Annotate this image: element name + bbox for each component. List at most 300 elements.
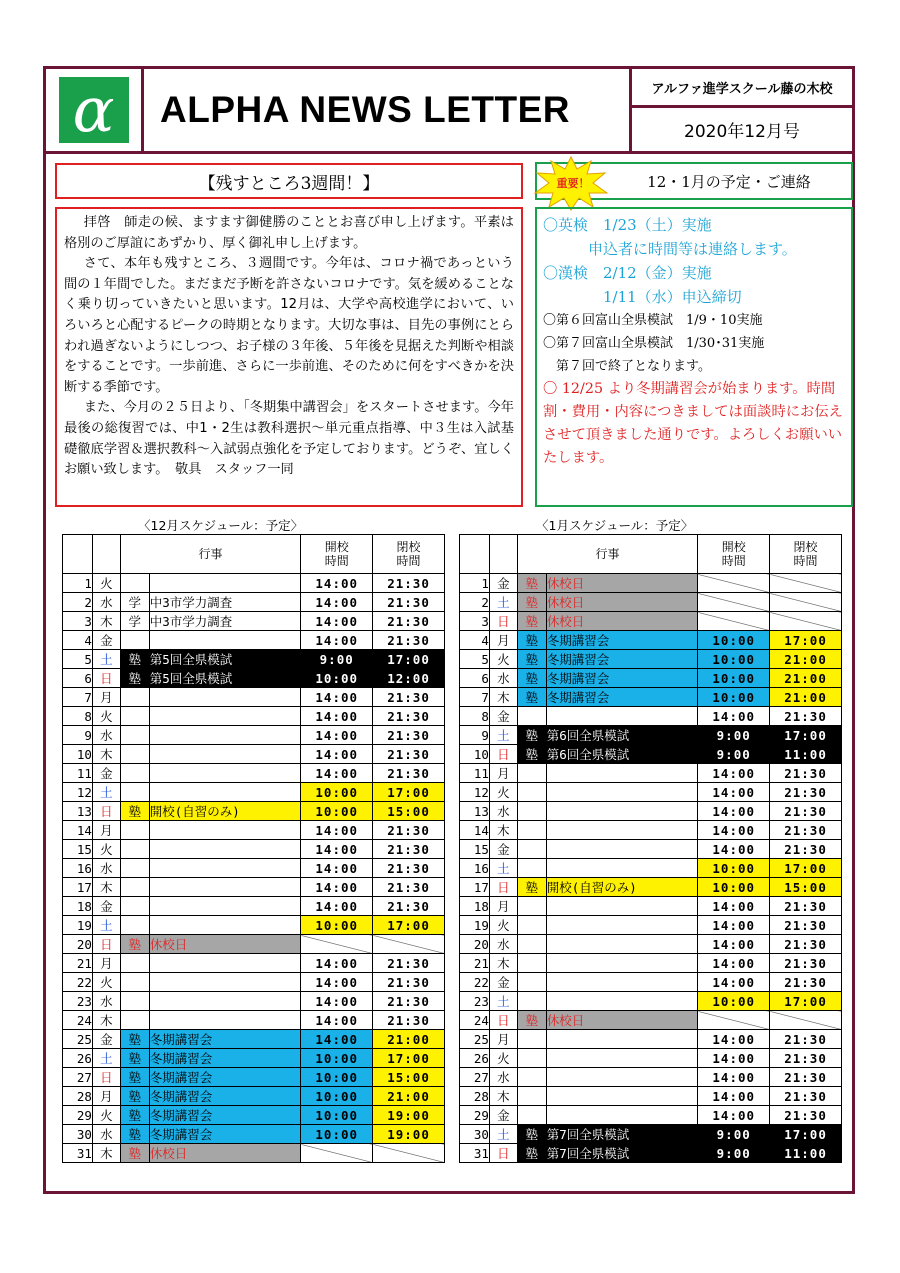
category-cell: 塾 xyxy=(120,1087,149,1106)
table-row xyxy=(63,935,445,954)
logo xyxy=(46,69,144,151)
header-open-time: 開校 時間 xyxy=(698,535,770,574)
weekday-cell: 火 xyxy=(489,1049,517,1068)
event-cell: 第6回全県模試 xyxy=(546,726,698,745)
category-cell: 塾 xyxy=(120,650,149,669)
day-cell: 6 xyxy=(460,669,490,688)
category-cell xyxy=(120,973,149,992)
close-time-cell xyxy=(770,593,842,612)
table-row xyxy=(63,992,445,1011)
event-cell xyxy=(149,878,301,897)
table-header-row xyxy=(63,535,445,574)
event-cell xyxy=(149,897,301,916)
table-row xyxy=(63,1144,445,1163)
weekday-cell: 火 xyxy=(92,973,120,992)
event-cell xyxy=(546,1087,698,1106)
header-weekday xyxy=(489,535,517,574)
table-row xyxy=(63,916,445,935)
day-cell: 7 xyxy=(460,688,490,707)
open-time-cell: 10:00 xyxy=(698,992,770,1011)
weekday-cell: 木 xyxy=(92,1011,120,1030)
event-cell xyxy=(546,821,698,840)
table-row xyxy=(63,764,445,783)
day-cell: 16 xyxy=(63,859,93,878)
open-time-cell: 14:00 xyxy=(301,688,373,707)
event-cell: 第5回全県模試 xyxy=(149,669,301,688)
day-cell: 10 xyxy=(460,745,490,764)
close-time-cell: 17:00 xyxy=(373,916,445,935)
close-time-cell: 21:30 xyxy=(770,821,842,840)
table-row xyxy=(460,1125,842,1144)
day-cell: 6 xyxy=(63,669,93,688)
open-time-cell: 14:00 xyxy=(698,764,770,783)
close-time-cell: 21:30 xyxy=(373,992,445,1011)
close-time-cell: 19:00 xyxy=(373,1106,445,1125)
category-cell: 塾 xyxy=(517,878,546,897)
table-row xyxy=(63,593,445,612)
day-cell: 15 xyxy=(63,840,93,859)
open-time-cell: 10:00 xyxy=(698,859,770,878)
day-cell: 8 xyxy=(63,707,93,726)
table-row xyxy=(460,1106,842,1125)
category-cell xyxy=(517,802,546,821)
close-time-cell: 21:00 xyxy=(770,669,842,688)
table-row xyxy=(63,650,445,669)
day-cell: 8 xyxy=(460,707,490,726)
event-cell: 冬期講習会 xyxy=(149,1106,301,1125)
close-time-cell: 17:00 xyxy=(770,726,842,745)
table-row xyxy=(460,992,842,1011)
table-row xyxy=(63,1125,445,1144)
open-time-cell: 14:00 xyxy=(698,1049,770,1068)
event-cell: 第7回全県模試 xyxy=(546,1144,698,1163)
table-row xyxy=(63,1049,445,1068)
category-cell: 塾 xyxy=(120,669,149,688)
category-cell: 塾 xyxy=(517,745,546,764)
header-close-time: 閉校 時間 xyxy=(373,535,445,574)
category-cell xyxy=(517,954,546,973)
event-cell: 冬期講習会 xyxy=(149,1125,301,1144)
close-time-cell: 17:00 xyxy=(770,859,842,878)
weekday-cell: 木 xyxy=(489,1087,517,1106)
day-cell: 31 xyxy=(63,1144,93,1163)
day-cell: 3 xyxy=(460,612,490,631)
open-time-cell: 14:00 xyxy=(301,859,373,878)
table-row xyxy=(460,1068,842,1087)
open-time-cell: 9:00 xyxy=(301,650,373,669)
weekday-cell: 火 xyxy=(489,650,517,669)
close-time-cell: 21:30 xyxy=(770,897,842,916)
close-time-cell: 17:00 xyxy=(373,783,445,802)
event-cell xyxy=(149,688,301,707)
category-cell xyxy=(120,707,149,726)
day-cell: 1 xyxy=(460,574,490,593)
weekday-cell: 木 xyxy=(92,1144,120,1163)
event-cell: 第7回全県模試 xyxy=(546,1125,698,1144)
event-cell xyxy=(149,821,301,840)
close-time-cell: 21:30 xyxy=(373,631,445,650)
weekday-cell: 水 xyxy=(489,935,517,954)
day-cell: 20 xyxy=(63,935,93,954)
category-cell xyxy=(120,726,149,745)
notice-line: 〇英検 1/23（土）実施 xyxy=(543,216,712,234)
day-cell: 14 xyxy=(460,821,490,840)
event-cell xyxy=(546,1049,698,1068)
close-time-cell: 17:00 xyxy=(373,1049,445,1068)
day-cell: 27 xyxy=(63,1068,93,1087)
open-time-cell: 10:00 xyxy=(301,802,373,821)
close-time-cell: 21:30 xyxy=(373,764,445,783)
letter-paragraph: 拝啓 師走の候、ますます御健勝のこととお喜び申し上げます。平素は格別のご厚誼にあずかり、厚く御礼申し上げます。 xyxy=(64,215,514,251)
open-time-cell: 10:00 xyxy=(301,1125,373,1144)
day-cell: 23 xyxy=(460,992,490,1011)
weekday-cell: 木 xyxy=(489,688,517,707)
weekday-cell: 月 xyxy=(489,631,517,650)
category-cell: 塾 xyxy=(120,802,149,821)
weekday-cell: 月 xyxy=(92,954,120,973)
weekday-cell: 月 xyxy=(92,1087,120,1106)
december-schedule-table xyxy=(62,534,445,1163)
header-day xyxy=(63,535,93,574)
notice-line: 〇 12/25 より冬期講習会が始まります。時間割・費用・内容につきましては面談時にお伝えさせて頂きました通りです。よろしくお願いいたします。 xyxy=(543,381,843,466)
category-cell xyxy=(120,688,149,707)
open-time-cell: 14:00 xyxy=(698,1030,770,1049)
weekday-cell: 日 xyxy=(489,878,517,897)
close-time-cell: 21:00 xyxy=(373,1087,445,1106)
weekday-cell: 木 xyxy=(489,821,517,840)
day-cell: 22 xyxy=(63,973,93,992)
table-row xyxy=(460,612,842,631)
day-cell: 1 xyxy=(63,574,93,593)
category-cell xyxy=(517,821,546,840)
event-cell xyxy=(149,631,301,650)
open-time-cell: 14:00 xyxy=(301,574,373,593)
category-cell: 塾 xyxy=(120,1068,149,1087)
open-time-cell: 14:00 xyxy=(698,1087,770,1106)
open-time-cell: 14:00 xyxy=(301,745,373,764)
table-row xyxy=(63,707,445,726)
table-row xyxy=(460,802,842,821)
header xyxy=(43,66,855,154)
header-close-time: 閉校 時間 xyxy=(770,535,842,574)
close-time-cell: 21:30 xyxy=(373,840,445,859)
open-time-cell: 14:00 xyxy=(698,840,770,859)
header-day xyxy=(460,535,490,574)
open-time-cell: 14:00 xyxy=(301,973,373,992)
open-time-cell: 14:00 xyxy=(301,897,373,916)
open-time-cell: 14:00 xyxy=(698,954,770,973)
event-cell: 休校日 xyxy=(546,612,698,631)
open-time-cell: 14:00 xyxy=(698,821,770,840)
category-cell: 塾 xyxy=(517,631,546,650)
event-cell xyxy=(149,1011,301,1030)
weekday-cell: 金 xyxy=(92,631,120,650)
open-time-cell: 9:00 xyxy=(698,726,770,745)
table-row xyxy=(63,1087,445,1106)
event-cell xyxy=(546,840,698,859)
event-cell xyxy=(546,1030,698,1049)
close-time-cell: 21:30 xyxy=(770,935,842,954)
day-cell: 22 xyxy=(460,973,490,992)
day-cell: 13 xyxy=(460,802,490,821)
event-cell: 中3市学力調査 xyxy=(149,612,301,631)
greeting-letter xyxy=(55,207,523,507)
event-cell xyxy=(546,935,698,954)
close-time-cell: 17:00 xyxy=(373,650,445,669)
event-cell: 休校日 xyxy=(149,935,301,954)
event-cell xyxy=(546,859,698,878)
weekday-cell: 月 xyxy=(489,764,517,783)
event-cell: 開校(自習のみ) xyxy=(546,878,698,897)
day-cell: 28 xyxy=(460,1087,490,1106)
table-row xyxy=(63,631,445,650)
header-open-time: 開校 時間 xyxy=(301,535,373,574)
day-cell: 19 xyxy=(63,916,93,935)
day-cell: 29 xyxy=(63,1106,93,1125)
category-cell xyxy=(517,935,546,954)
table-row xyxy=(460,897,842,916)
table-row xyxy=(63,745,445,764)
table-row xyxy=(460,1087,842,1106)
table-row xyxy=(63,669,445,688)
open-time-cell: 14:00 xyxy=(301,593,373,612)
category-cell: 塾 xyxy=(120,1106,149,1125)
weekday-cell: 金 xyxy=(489,973,517,992)
event-cell xyxy=(546,897,698,916)
event-cell xyxy=(149,973,301,992)
event-cell xyxy=(546,973,698,992)
day-cell: 9 xyxy=(63,726,93,745)
table-row xyxy=(460,1011,842,1030)
issue-date: 2020年12月号 xyxy=(684,122,800,142)
open-time-cell xyxy=(698,612,770,631)
alpha-logo-icon xyxy=(59,73,129,146)
close-time-cell: 12:00 xyxy=(373,669,445,688)
category-cell xyxy=(120,574,149,593)
category-cell xyxy=(120,745,149,764)
close-time-cell: 15:00 xyxy=(770,878,842,897)
table-row xyxy=(460,935,842,954)
table-row xyxy=(460,707,842,726)
category-cell xyxy=(120,992,149,1011)
letter-paragraph: さて、本年も残すところ、３週間です。今年は、コロナ禍であっという間の１年間でした。まだまだ予断を許さないコロナです。気を緩めることなく乗り切っていきたいと思います。12月は、大学や高校進学において、いろいろと心配するピークの時期となります。大切な事は、目先の事例にとらわれ過ぎないようにしつつ、お子様の３年後、５年後を見据えた判断や相談をすることです。一歩前進、さらに一歩前進、そのために何をすべきかを決断する季節です。 xyxy=(64,256,514,395)
day-cell: 17 xyxy=(63,878,93,897)
open-time-cell: 10:00 xyxy=(698,688,770,707)
open-time-cell xyxy=(301,935,373,954)
day-cell: 4 xyxy=(460,631,490,650)
table-row xyxy=(63,802,445,821)
open-time-cell: 14:00 xyxy=(301,878,373,897)
weekday-cell: 金 xyxy=(489,574,517,593)
day-cell: 5 xyxy=(63,650,93,669)
table-row xyxy=(460,669,842,688)
notice-line: 第７回で終了となります。 xyxy=(543,359,711,374)
weekday-cell: 土 xyxy=(92,783,120,802)
category-cell xyxy=(517,1068,546,1087)
event-cell xyxy=(149,745,301,764)
open-time-cell: 10:00 xyxy=(698,631,770,650)
weekday-cell: 日 xyxy=(489,745,517,764)
table-row xyxy=(460,916,842,935)
category-cell: 塾 xyxy=(120,1030,149,1049)
close-time-cell: 11:00 xyxy=(770,745,842,764)
event-cell: 第5回全県模試 xyxy=(149,650,301,669)
table-row xyxy=(460,783,842,802)
event-cell: 冬期講習会 xyxy=(149,1049,301,1068)
day-cell: 26 xyxy=(63,1049,93,1068)
weekday-cell: 土 xyxy=(489,1125,517,1144)
table-row xyxy=(460,726,842,745)
logo-glyph: α xyxy=(72,73,115,146)
weekday-cell: 金 xyxy=(92,1030,120,1049)
day-cell: 4 xyxy=(63,631,93,650)
open-time-cell xyxy=(698,574,770,593)
open-time-cell: 14:00 xyxy=(698,935,770,954)
close-time-cell: 21:30 xyxy=(770,954,842,973)
event-cell: 冬期講習会 xyxy=(149,1087,301,1106)
event-cell xyxy=(546,707,698,726)
close-time-cell: 21:00 xyxy=(373,1030,445,1049)
day-cell: 25 xyxy=(63,1030,93,1049)
category-cell xyxy=(517,859,546,878)
open-time-cell: 10:00 xyxy=(301,1049,373,1068)
open-time-cell: 14:00 xyxy=(301,631,373,650)
table-row xyxy=(63,954,445,973)
close-time-cell: 21:30 xyxy=(770,1106,842,1125)
category-cell xyxy=(120,954,149,973)
weekday-cell: 土 xyxy=(489,992,517,1011)
weekday-cell: 金 xyxy=(489,1106,517,1125)
open-time-cell: 14:00 xyxy=(301,726,373,745)
event-cell: 休校日 xyxy=(546,574,698,593)
category-cell xyxy=(517,973,546,992)
close-time-cell xyxy=(373,935,445,954)
table-row xyxy=(63,821,445,840)
weekday-cell: 金 xyxy=(92,764,120,783)
weekday-cell: 木 xyxy=(92,612,120,631)
day-cell: 31 xyxy=(460,1144,490,1163)
open-time-cell: 14:00 xyxy=(698,916,770,935)
category-cell xyxy=(120,1011,149,1030)
day-cell: 13 xyxy=(63,802,93,821)
day-cell: 18 xyxy=(460,897,490,916)
category-cell xyxy=(517,1106,546,1125)
close-time-cell: 21:30 xyxy=(770,973,842,992)
open-time-cell: 10:00 xyxy=(301,1087,373,1106)
weekday-cell: 日 xyxy=(92,802,120,821)
weekday-cell: 水 xyxy=(489,802,517,821)
category-cell: 塾 xyxy=(517,688,546,707)
weekday-cell: 金 xyxy=(92,897,120,916)
event-cell: 冬期講習会 xyxy=(149,1030,301,1049)
event-cell: 休校日 xyxy=(149,1144,301,1163)
open-time-cell: 10:00 xyxy=(301,1068,373,1087)
weekday-cell: 火 xyxy=(92,840,120,859)
open-time-cell: 10:00 xyxy=(301,783,373,802)
table-row xyxy=(460,593,842,612)
event-cell: 冬期講習会 xyxy=(546,688,698,707)
day-cell: 30 xyxy=(460,1125,490,1144)
table-row xyxy=(63,840,445,859)
table-row xyxy=(63,1030,445,1049)
category-cell xyxy=(120,821,149,840)
event-cell xyxy=(149,783,301,802)
newsletter-title: ALPHA NEWS LETTER xyxy=(144,69,632,151)
weekday-cell: 水 xyxy=(489,669,517,688)
close-time-cell: 21:30 xyxy=(770,783,842,802)
table-row xyxy=(460,821,842,840)
event-cell xyxy=(149,726,301,745)
event-cell: 冬期講習会 xyxy=(546,631,698,650)
header-right xyxy=(632,69,852,151)
day-cell: 29 xyxy=(460,1106,490,1125)
open-time-cell: 14:00 xyxy=(301,840,373,859)
open-time-cell: 14:00 xyxy=(301,954,373,973)
table-row xyxy=(63,1068,445,1087)
weekday-cell: 土 xyxy=(92,1049,120,1068)
close-time-cell: 21:30 xyxy=(770,802,842,821)
weekday-cell: 金 xyxy=(489,707,517,726)
category-cell xyxy=(517,992,546,1011)
event-cell: 休校日 xyxy=(546,593,698,612)
day-cell: 5 xyxy=(460,650,490,669)
close-time-cell: 15:00 xyxy=(373,802,445,821)
open-time-cell: 14:00 xyxy=(698,1106,770,1125)
day-cell: 11 xyxy=(460,764,490,783)
table-row xyxy=(63,726,445,745)
day-cell: 27 xyxy=(460,1068,490,1087)
table-row xyxy=(63,1106,445,1125)
table-row xyxy=(460,650,842,669)
event-cell xyxy=(149,764,301,783)
close-time-cell: 21:30 xyxy=(770,1087,842,1106)
table-row xyxy=(460,954,842,973)
weekday-cell: 月 xyxy=(489,897,517,916)
day-cell: 7 xyxy=(63,688,93,707)
weekday-cell: 水 xyxy=(92,992,120,1011)
day-cell: 9 xyxy=(460,726,490,745)
open-time-cell: 10:00 xyxy=(301,1106,373,1125)
open-time-cell: 14:00 xyxy=(301,764,373,783)
notice-line: 〇第７回富山全県模試 1/30･31実施 xyxy=(543,336,765,351)
open-time-cell: 14:00 xyxy=(698,973,770,992)
table-row xyxy=(460,745,842,764)
open-time-cell: 10:00 xyxy=(698,669,770,688)
day-cell: 21 xyxy=(63,954,93,973)
event-cell xyxy=(149,707,301,726)
open-time-cell: 9:00 xyxy=(698,745,770,764)
close-time-cell: 21:30 xyxy=(770,1049,842,1068)
weekday-cell: 日 xyxy=(489,1144,517,1163)
open-time-cell: 14:00 xyxy=(301,707,373,726)
weekday-cell: 火 xyxy=(489,783,517,802)
category-cell xyxy=(120,916,149,935)
weekday-cell: 水 xyxy=(489,1068,517,1087)
weekday-cell: 火 xyxy=(92,707,120,726)
notices-box xyxy=(535,207,853,507)
notice-line: 申込者に時間等は連絡します。 xyxy=(543,240,797,258)
event-cell: 冬期講習会 xyxy=(546,650,698,669)
close-time-cell: 21:00 xyxy=(770,688,842,707)
close-time-cell: 17:00 xyxy=(770,1125,842,1144)
close-time-cell: 21:30 xyxy=(770,916,842,935)
table-row xyxy=(460,764,842,783)
category-cell xyxy=(517,916,546,935)
header-event: 行事 xyxy=(120,535,301,574)
open-time-cell xyxy=(301,1144,373,1163)
event-cell xyxy=(149,840,301,859)
letter-heading: 【残すところ3週間！】 xyxy=(55,163,523,199)
